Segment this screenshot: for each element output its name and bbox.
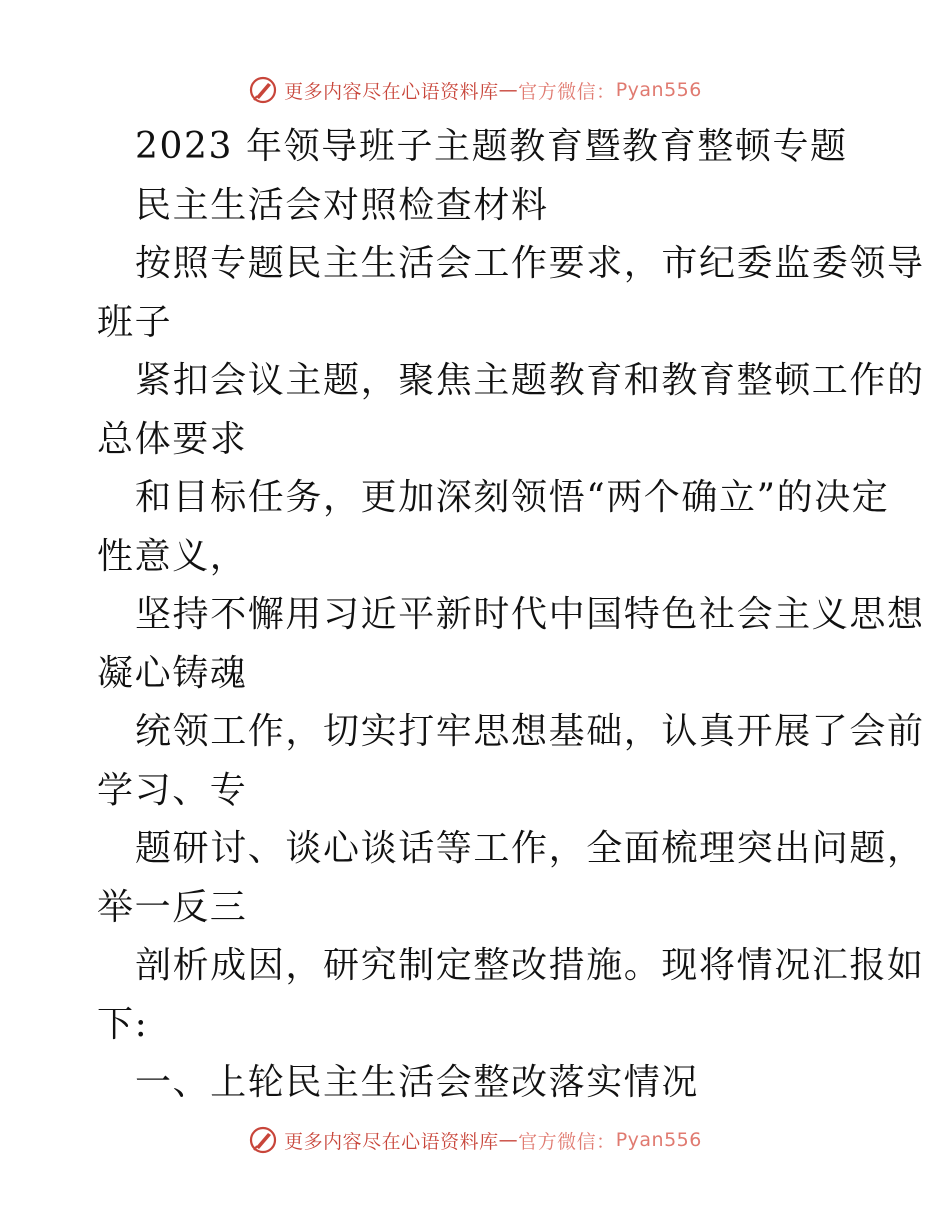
doc-title-line-1: 2023 年领导班子主题教育暨教育整顿专题 <box>135 126 848 167</box>
paragraph-line: 紧扣会议主题，聚焦主题教育和教育整顿工作的 <box>135 360 925 401</box>
paragraph-line: 下: <box>97 1003 149 1045</box>
paragraph-line: 班子 <box>97 301 173 343</box>
quill-logo-icon <box>248 1125 278 1155</box>
watermark-text: 更多内容尽在心语资料库 <box>284 1130 499 1153</box>
watermark-footer <box>0 1120 950 1160</box>
watermark-contact-id: Pyan556 <box>615 1129 702 1151</box>
watermark-contact-label: 官方微信： <box>518 80 616 103</box>
document-body <box>97 118 925 1113</box>
paragraph-line: 坚持不懈用习近平新时代中国特色社会主义思想 <box>135 594 925 635</box>
watermark-text: 更多内容尽在心语资料库 <box>284 80 499 103</box>
paragraph-line: 学习、专 <box>97 769 248 811</box>
doc-title-line-2: 民主生活会对照检查材料 <box>135 184 549 226</box>
watermark-header <box>0 70 950 110</box>
paragraph-line: 题研讨、谈心谈话等工作，全面梳理突出问题， <box>135 828 925 869</box>
paragraph-line: 性意义， <box>97 535 248 577</box>
paragraph-line: 总体要求 <box>97 418 248 460</box>
watermark-contact-label: 官方微信： <box>518 1130 616 1153</box>
watermark-separator: — <box>498 1129 519 1151</box>
section-heading: 一、上轮民主生活会整改落实情况 <box>135 1062 700 1103</box>
quill-logo-icon <box>248 75 278 105</box>
paragraph-line: 统领工作，切实打牢思想基础，认真开展了会前 <box>135 711 925 752</box>
paragraph-line: 剖析成因，研究制定整改措施。现将情况汇报如 <box>135 945 925 986</box>
paragraph-line: 按照专题民主生活会工作要求，市纪委监委领导 <box>135 243 925 284</box>
paragraph-line: 举一反三 <box>97 886 248 928</box>
watermark-separator: — <box>498 79 519 101</box>
watermark-contact-id: Pyan556 <box>615 79 702 101</box>
paragraph-line: 和目标任务，更加深刻领悟“两个确立”的决定 <box>135 477 890 518</box>
paragraph-line: 凝心铸魂 <box>97 652 248 694</box>
